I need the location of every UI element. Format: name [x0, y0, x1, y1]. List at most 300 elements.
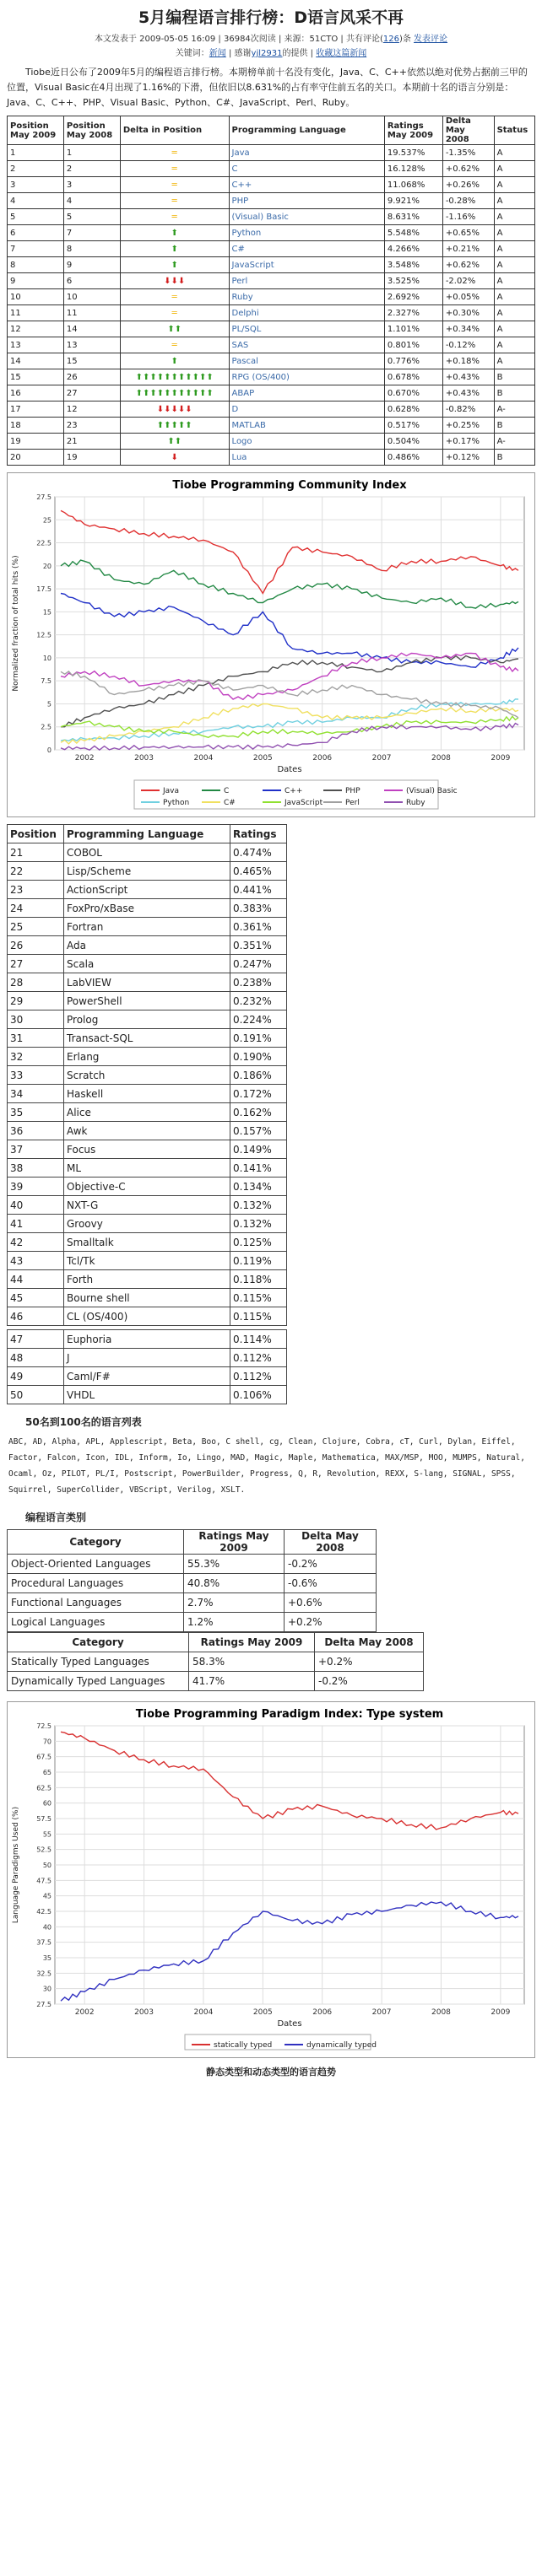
- cell-rating: 16.128%: [384, 161, 442, 177]
- cell-position: 31: [8, 1029, 64, 1048]
- legend-entry: Ruby: [406, 799, 425, 807]
- cell-rating: 0.125%: [230, 1233, 287, 1252]
- arrow-up-icon: ⬆: [171, 228, 178, 238]
- cell-rating: 0.628%: [384, 401, 442, 418]
- col-cat-ratings: Ratings May 2009: [184, 1530, 285, 1555]
- category-table: [7, 1529, 377, 1632]
- keyword-link[interactable]: 新闻: [209, 49, 226, 58]
- cell-position: 37: [8, 1140, 64, 1159]
- cell-language: J: [64, 1349, 230, 1367]
- top20-header-row: [8, 116, 535, 145]
- equal-icon: ═: [171, 164, 177, 174]
- language-link[interactable]: (Visual) Basic: [231, 212, 289, 222]
- cell-rating: 0.119%: [230, 1252, 287, 1270]
- equal-icon: ═: [171, 340, 177, 350]
- cell-language: Transact-SQL: [64, 1029, 230, 1048]
- cell-delta: +0.6%: [285, 1593, 377, 1613]
- x-tick-label: 2008: [431, 754, 451, 763]
- cell-rating: 3.548%: [384, 257, 442, 273]
- language-link[interactable]: PHP: [231, 196, 249, 206]
- table-row: [8, 1386, 287, 1404]
- cell-rating: 40.8%: [184, 1574, 285, 1593]
- top20-table: [7, 116, 535, 466]
- cell-language: LabVIEW: [64, 973, 230, 992]
- cell-delta: -1.16%: [442, 209, 494, 225]
- rank-body-1: [8, 843, 287, 1326]
- language-link[interactable]: Ruby: [231, 292, 253, 302]
- table-row: [8, 1613, 377, 1632]
- cell-rating: 0.247%: [230, 955, 287, 973]
- col-delta: Delta May 2008: [442, 116, 494, 145]
- cell-rating: 0.112%: [230, 1349, 287, 1367]
- paradigm-index-chart: [7, 1701, 535, 2058]
- col-ratings: Ratings May 2009: [384, 116, 442, 145]
- legend-entry: C#: [224, 799, 236, 807]
- cell-position: 47: [8, 1330, 64, 1349]
- cell-language: [229, 385, 384, 401]
- cell-delta-arrows: [120, 450, 229, 466]
- cell-delta: +0.43%: [442, 385, 494, 401]
- col-position-2009: Position May 2009: [8, 116, 64, 145]
- cell-position: 22: [8, 862, 64, 881]
- cell-language: ML: [64, 1159, 230, 1178]
- cell-position-2008: 2: [63, 161, 120, 177]
- cell-rating: 0.157%: [230, 1122, 287, 1140]
- cell-rating: 0.474%: [230, 843, 287, 862]
- cell-rating: 9.921%: [384, 193, 442, 209]
- cell-language: Lisp/Scheme: [64, 862, 230, 881]
- cell-status: A-: [494, 434, 534, 450]
- cell-rating: 19.537%: [384, 145, 442, 161]
- comments-suffix: )条: [398, 35, 411, 44]
- cell-position: 38: [8, 1159, 64, 1178]
- table-row: [8, 418, 535, 434]
- x-axis-label: Dates: [277, 765, 302, 774]
- cell-status: A-: [494, 401, 534, 418]
- language-link[interactable]: JavaScript: [231, 260, 274, 270]
- cell-category: Logical Languages: [8, 1613, 184, 1632]
- language-link[interactable]: Logo: [231, 436, 252, 446]
- equal-icon: ═: [171, 292, 177, 302]
- cell-language: [229, 225, 384, 241]
- cell-position-2008: 6: [63, 273, 120, 289]
- arrow-up-icon: ⬆: [171, 260, 178, 270]
- cell-language: COBOL: [64, 843, 230, 862]
- table-row: [8, 918, 287, 936]
- categories-title: 编程语言类别: [25, 1512, 87, 1523]
- table-row: [8, 337, 535, 353]
- language-link[interactable]: C: [231, 164, 238, 174]
- section-50-100-title: 50名到100名的语言列表: [25, 1416, 142, 1428]
- x-tick-label: 2005: [252, 2008, 273, 2017]
- cell-position-2008: 9: [63, 257, 120, 273]
- legend-entry: statically typed: [214, 2041, 273, 2050]
- cell-rating: 0.238%: [230, 973, 287, 992]
- cell-position-2008: 4: [63, 193, 120, 209]
- cell-language: ActionScript: [64, 881, 230, 899]
- y-tick-label: 57.5: [36, 1815, 51, 1823]
- cell-rating: 2.7%: [184, 1593, 285, 1613]
- cell-position-2009: 5: [8, 209, 64, 225]
- table-row: [8, 1574, 377, 1593]
- cell-language: [229, 418, 384, 434]
- cell-rating: 4.266%: [384, 241, 442, 257]
- language-link[interactable]: C#: [231, 244, 245, 254]
- y-tick-label: 25: [42, 516, 51, 525]
- cell-delta: +0.30%: [442, 305, 494, 321]
- cell-language: Haskell: [64, 1085, 230, 1103]
- y-tick-label: 70: [42, 1738, 51, 1746]
- cell-status: A: [494, 289, 534, 305]
- cell-position: 34: [8, 1085, 64, 1103]
- cell-rating: 0.504%: [384, 434, 442, 450]
- cell-rating: 0.106%: [230, 1386, 287, 1404]
- language-link[interactable]: SAS: [231, 340, 249, 350]
- cell-rating: 0.351%: [230, 936, 287, 955]
- language-list-50-100: ABC, AD, Alpha, APL, Applescript, Beta, Boo, C shell, cg, Clean, Clojure, Cobra, cT, Curl, Dylan, Eiffel, Factor, Falcon, Icon, IDL, Inform, Io, Lingo, MAD, Magic, Maple, Mathematica, MAX/MSP, MOO, MUMPS, Natural, Ocaml, Oz, PILOT, PL/I, Postscript, PowerBuilder, Progress, Q, R, Revolution, REXX, S-lang, SIGNAL, SPSS, Squirrel, SuperCollider, VBScript, Verilog, XSLT.: [8, 1437, 525, 1495]
- y-tick-label: 47.5: [36, 1877, 51, 1885]
- y-tick-label: 40: [42, 1923, 51, 1932]
- typesystem-header-row: [8, 1633, 424, 1652]
- cell-status: B: [494, 418, 534, 434]
- table-row: [8, 1066, 287, 1085]
- cell-language: Tcl/Tk: [64, 1252, 230, 1270]
- cell-position: 25: [8, 918, 64, 936]
- col-position: Position: [8, 825, 64, 843]
- language-link[interactable]: RPG (OS/400): [231, 372, 290, 382]
- legend-entry: Perl: [345, 799, 360, 807]
- cell-delta: +0.21%: [442, 241, 494, 257]
- table-row: [8, 1349, 287, 1367]
- cell-rating: 0.517%: [384, 418, 442, 434]
- keywords-label: 关键词：: [175, 49, 209, 58]
- cell-language: Scala: [64, 955, 230, 973]
- cell-rating: 3.525%: [384, 273, 442, 289]
- cell-delta: +0.17%: [442, 434, 494, 450]
- arrow-up-icon: ⬆: [171, 244, 178, 254]
- cell-position-2008: 14: [63, 321, 120, 337]
- comments-count-link[interactable]: 126: [382, 35, 399, 44]
- cell-rating: 0.115%: [230, 1289, 287, 1307]
- table-row: [8, 241, 535, 257]
- cell-rating: 0.172%: [230, 1085, 287, 1103]
- col-language: Programming Language: [229, 116, 384, 145]
- cell-language: Smalltalk: [64, 1233, 230, 1252]
- table-row: [8, 289, 535, 305]
- table-row: [8, 1233, 287, 1252]
- table-row: [8, 321, 535, 337]
- cell-position-2009: 17: [8, 401, 64, 418]
- cell-rating: 41.7%: [189, 1672, 315, 1691]
- y-tick-label: 32.5: [36, 1970, 51, 1978]
- cell-language: [229, 369, 384, 385]
- table-row: [8, 1196, 287, 1215]
- cell-delta: +0.2%: [315, 1652, 424, 1672]
- y-tick-label: 45: [42, 1892, 51, 1900]
- col-status: Status: [494, 116, 534, 145]
- cell-delta: -0.2%: [315, 1672, 424, 1691]
- y-tick-label: 2.5: [41, 723, 51, 731]
- cell-position-2009: 2: [8, 161, 64, 177]
- table-row: [8, 1029, 287, 1048]
- cell-delta-arrows: [120, 209, 229, 225]
- cell-language: Bourne shell: [64, 1289, 230, 1307]
- table-row: [8, 1048, 287, 1066]
- cell-rating: 5.548%: [384, 225, 442, 241]
- cell-position-2008: 5: [63, 209, 120, 225]
- x-tick-label: 2007: [371, 754, 392, 763]
- legend-entry: dynamically typed: [306, 2041, 377, 2050]
- language-link[interactable]: Pascal: [231, 356, 258, 366]
- cell-position-2008: 7: [63, 225, 120, 241]
- y-tick-label: 37.5: [36, 1938, 51, 1947]
- cell-status: A: [494, 177, 534, 193]
- y-tick-label: 0: [46, 746, 51, 754]
- cell-position: 44: [8, 1270, 64, 1289]
- x-tick-label: 2009: [491, 2008, 511, 2017]
- cell-delta-arrows: [120, 241, 229, 257]
- cell-rating: 1.2%: [184, 1613, 285, 1632]
- language-link[interactable]: MATLAB: [231, 420, 266, 430]
- comments-prefix: 共有评论(: [345, 35, 383, 44]
- x-tick-label: 2006: [312, 754, 333, 763]
- cell-category: Dynamically Typed Languages: [8, 1672, 189, 1691]
- table-row: [8, 209, 535, 225]
- cell-delta: +0.62%: [442, 161, 494, 177]
- cell-category: Statically Typed Languages: [8, 1652, 189, 1672]
- language-link[interactable]: Delphi: [231, 308, 259, 318]
- table-row: [8, 1085, 287, 1103]
- cell-language: [229, 257, 384, 273]
- legend-entry: C++: [285, 787, 303, 795]
- cell-position-2008: 3: [63, 177, 120, 193]
- thanks-suffix: 的提供: [282, 49, 308, 58]
- table-row: [8, 1252, 287, 1270]
- cell-delta-arrows: [120, 434, 229, 450]
- cell-rating: 0.149%: [230, 1140, 287, 1159]
- y-tick-label: 7.5: [41, 677, 51, 686]
- x-tick-label: 2008: [431, 2008, 451, 2017]
- cell-position-2008: 19: [63, 450, 120, 466]
- cell-status: A: [494, 209, 534, 225]
- rank-body-2: [8, 1330, 287, 1404]
- cell-status: A: [494, 321, 534, 337]
- cell-language: Caml/F#: [64, 1367, 230, 1386]
- cell-position: 21: [8, 843, 64, 862]
- table-row: [8, 1270, 287, 1289]
- cell-delta: -0.28%: [442, 193, 494, 209]
- cell-language: Scratch: [64, 1066, 230, 1085]
- cell-delta: -0.82%: [442, 401, 494, 418]
- cell-delta-arrows: [120, 177, 229, 193]
- table-row: [8, 973, 287, 992]
- cell-language: [229, 401, 384, 418]
- cell-delta-arrows: [120, 321, 229, 337]
- post-comment-link[interactable]: 发表评论: [414, 35, 448, 44]
- cell-position-2008: 23: [63, 418, 120, 434]
- legend-entry: JavaScript: [285, 799, 323, 807]
- table-row: [8, 1555, 377, 1574]
- y-tick-label: 35: [42, 1954, 51, 1962]
- cell-delta-arrows: [120, 305, 229, 321]
- cell-delta: +0.34%: [442, 321, 494, 337]
- cell-position-2009: 11: [8, 305, 64, 321]
- cell-delta: +0.62%: [442, 257, 494, 273]
- table-row: [8, 434, 535, 450]
- cell-rating: 0.670%: [384, 385, 442, 401]
- table-row: [8, 401, 535, 418]
- arrow-down-icon: ⬇⬇⬇: [164, 276, 186, 286]
- cell-delta: +0.18%: [442, 353, 494, 369]
- y-tick-label: 30: [42, 1985, 51, 1993]
- table-row: [8, 1159, 287, 1178]
- cell-language: Groovy: [64, 1215, 230, 1233]
- table-row: [8, 1103, 287, 1122]
- table-row: [8, 177, 535, 193]
- table-row: [8, 936, 287, 955]
- x-tick-label: 2005: [252, 754, 273, 763]
- cell-status: A: [494, 145, 534, 161]
- y-tick-label: 42.5: [36, 1908, 51, 1916]
- cell-position-2008: 15: [63, 353, 120, 369]
- cell-rating: 0.801%: [384, 337, 442, 353]
- cell-position: 26: [8, 936, 64, 955]
- cell-rating: 0.190%: [230, 1048, 287, 1066]
- cell-position: 30: [8, 1010, 64, 1029]
- intro-paragraph: Tiobe近日公布了2009年5月的编程语言排行榜。本期榜单前十名没有变化，Java、C、C++依然以绝对优势占据前三甲的位置，Visual Basic在4月出现了1.16%的下滑，但依旧以8.631%的占有率守住前五名的关口。本期前十名的语言分别是：Java、C、C++、PHP、Visual Basic、Python、C#、JavaScript、Perl、Ruby。: [7, 67, 528, 108]
- chart-caption: 静态类型和动态类型的语言趋势: [206, 2067, 336, 2078]
- y-tick-label: 52.5: [36, 1846, 51, 1854]
- cell-rating: 55.3%: [184, 1555, 285, 1574]
- cell-delta: -1.35%: [442, 145, 494, 161]
- language-link[interactable]: PL/SQL: [231, 324, 262, 334]
- typesystem-table: [7, 1632, 424, 1691]
- y-tick-label: 12.5: [36, 631, 51, 639]
- cell-delta: +0.43%: [442, 369, 494, 385]
- cell-position-2008: 13: [63, 337, 120, 353]
- cell-language: [229, 434, 384, 450]
- y-tick-label: 62.5: [36, 1784, 51, 1792]
- cell-rating: 0.441%: [230, 881, 287, 899]
- cell-position-2009: 16: [8, 385, 64, 401]
- table-row: [8, 1672, 424, 1691]
- y-tick-label: 60: [42, 1799, 51, 1808]
- cell-delta: +0.25%: [442, 418, 494, 434]
- cell-delta-arrows: [120, 161, 229, 177]
- cell-position: 46: [8, 1307, 64, 1326]
- language-link[interactable]: Perl: [231, 276, 248, 286]
- cell-rating: 1.101%: [384, 321, 442, 337]
- cell-language: PowerShell: [64, 992, 230, 1010]
- cell-status: A: [494, 257, 534, 273]
- language-link[interactable]: C++: [231, 180, 252, 190]
- cell-language: [229, 353, 384, 369]
- language-link[interactable]: Python: [231, 228, 262, 238]
- table-row: [8, 369, 535, 385]
- y-axis-label: Language Paradigms Used (%): [12, 1806, 20, 1924]
- table-row: [8, 1307, 287, 1326]
- cell-delta-arrows: [120, 257, 229, 273]
- x-tick-label: 2003: [134, 2008, 154, 2017]
- cell-rating: 0.232%: [230, 992, 287, 1010]
- article-tags: 关键词：新闻 | 感谢yjl2931的提供 | 收藏这篇新闻: [175, 49, 367, 58]
- y-tick-label: 20: [42, 562, 51, 570]
- cell-delta-arrows: [120, 401, 229, 418]
- cell-language: Awk: [64, 1122, 230, 1140]
- equal-icon: ═: [171, 308, 177, 318]
- cell-delta: +0.05%: [442, 289, 494, 305]
- contributor-link[interactable]: yjl2931: [251, 49, 283, 58]
- table-row: [8, 992, 287, 1010]
- language-link[interactable]: Java: [231, 148, 250, 158]
- cell-language: [229, 145, 384, 161]
- table-row: [8, 1330, 287, 1349]
- cell-rating: 0.486%: [384, 450, 442, 466]
- cell-position: 33: [8, 1066, 64, 1085]
- table-row: [8, 161, 535, 177]
- cell-delta-arrows: [120, 418, 229, 434]
- cell-delta-arrows: [120, 193, 229, 209]
- cell-status: A: [494, 193, 534, 209]
- y-tick-label: 65: [42, 1769, 51, 1776]
- cell-rating: 58.3%: [189, 1652, 315, 1672]
- cell-language: Prolog: [64, 1010, 230, 1029]
- cell-language: [229, 289, 384, 305]
- arrow-up-icon: ⬆⬆⬆⬆⬆⬆⬆⬆⬆⬆⬆: [135, 388, 214, 398]
- cell-delta-arrows: [120, 337, 229, 353]
- bookmark-link[interactable]: 收藏这篇新闻: [316, 49, 367, 58]
- cell-position-2009: 3: [8, 177, 64, 193]
- cell-delta-arrows: [120, 385, 229, 401]
- table-row: [8, 955, 287, 973]
- x-tick-label: 2002: [74, 754, 95, 763]
- cell-status: A: [494, 353, 534, 369]
- x-tick-label: 2009: [491, 754, 511, 763]
- cell-language: Fortran: [64, 918, 230, 936]
- language-link[interactable]: D: [231, 404, 239, 414]
- cell-rating: 0.361%: [230, 918, 287, 936]
- y-tick-label: 15: [42, 608, 51, 617]
- cell-language: [229, 241, 384, 257]
- y-tick-label: 27.5: [36, 2001, 51, 2008]
- arrow-up-icon: ⬆⬆: [167, 436, 182, 446]
- arrow-up-icon: ⬆: [171, 356, 178, 366]
- col-cat-delta-2: Delta May 2008: [315, 1633, 424, 1652]
- cell-rating: 0.186%: [230, 1066, 287, 1085]
- cell-rating: 0.115%: [230, 1307, 287, 1326]
- legend-entry: Python: [163, 799, 190, 807]
- table-row: [8, 1652, 424, 1672]
- cell-rating: 0.114%: [230, 1330, 287, 1349]
- table-row: [8, 1289, 287, 1307]
- cell-position: 45: [8, 1289, 64, 1307]
- cell-position: 27: [8, 955, 64, 973]
- cell-position-2008: 11: [63, 305, 120, 321]
- legend-entry: C: [224, 787, 230, 795]
- cell-rating: 0.224%: [230, 1010, 287, 1029]
- table-row: [8, 1593, 377, 1613]
- table-row: [8, 145, 535, 161]
- cell-position-2008: 8: [63, 241, 120, 257]
- language-link[interactable]: Lua: [231, 452, 247, 462]
- y-tick-label: 10: [42, 654, 51, 662]
- table-row: [8, 385, 535, 401]
- cell-position-2009: 20: [8, 450, 64, 466]
- cell-delta: -2.02%: [442, 273, 494, 289]
- y-tick-label: 55: [42, 1830, 51, 1839]
- language-link[interactable]: ABAP: [231, 388, 255, 398]
- cell-language: Alice: [64, 1103, 230, 1122]
